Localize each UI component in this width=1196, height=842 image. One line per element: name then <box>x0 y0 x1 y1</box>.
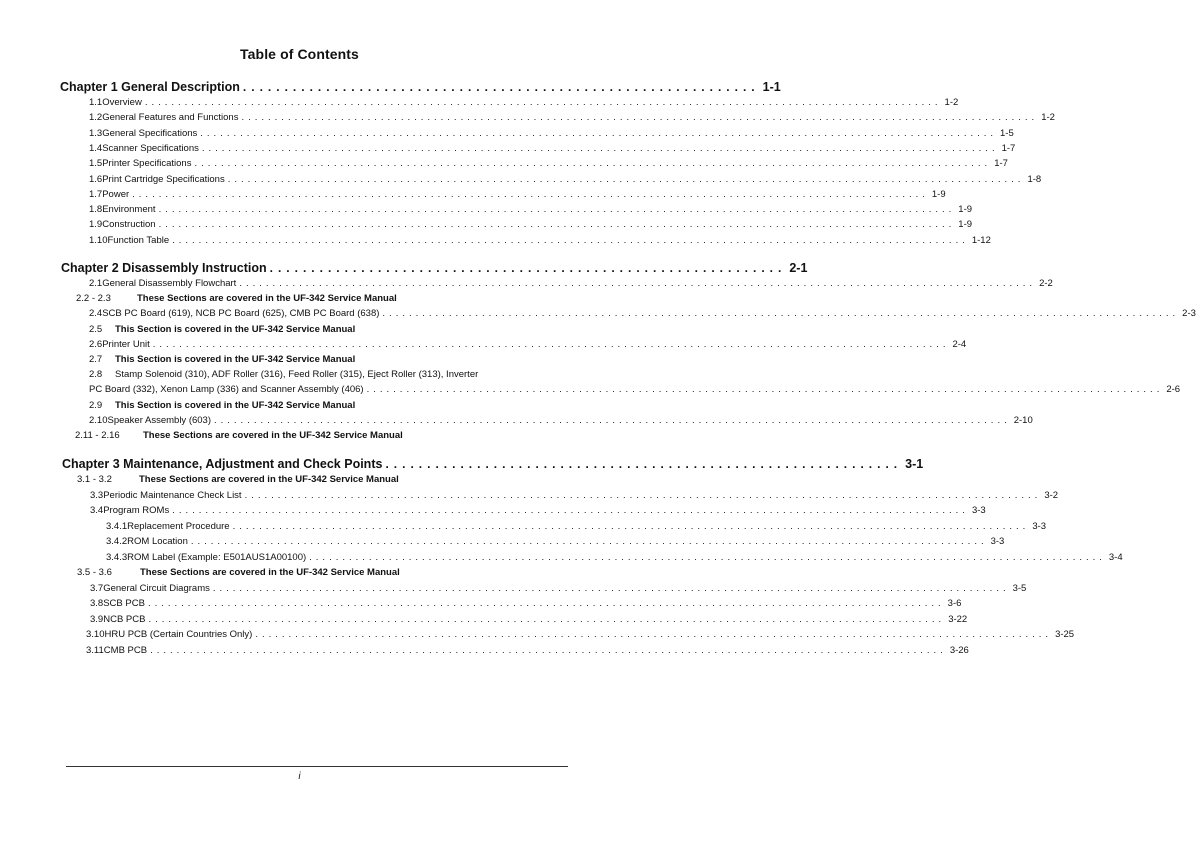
dot-leader: ........................................................................................................................ <box>194 158 992 170</box>
chapter-label: Chapter 2 Disassembly Instruction <box>61 261 267 275</box>
entry-title: This Section is covered in the UF-342 Service Manual <box>115 399 356 411</box>
toc-entry <box>89 308 1196 322</box>
entry-title: Replacement Procedure <box>127 520 230 532</box>
dot-leader: ........................................................................................................................ <box>241 112 1039 124</box>
toc-entry <box>89 142 1016 157</box>
entry-number: 3.11 <box>86 644 104 656</box>
entry-page: 1-2 <box>944 97 959 108</box>
footer-rule <box>66 766 568 767</box>
chapter-1-heading: Chapter 1 General Description .............................................................. 1-1 <box>60 80 781 94</box>
entry-page: 1-7 <box>1001 142 1016 154</box>
entry-number: 2.5 <box>89 323 103 335</box>
entry-title: ROM Label (Example: E501AUS1A00100) <box>127 551 307 563</box>
entry-page: 3-3 <box>990 536 1005 547</box>
toc-entry <box>106 551 1123 566</box>
entry-title: PC Board (332), Xenon Lamp (336) and Scanner Assembly (406) <box>89 384 364 396</box>
toc-entry <box>89 278 1053 292</box>
toc-entry <box>77 567 557 581</box>
entry-title: Print Cartridge Specifications <box>102 173 225 185</box>
entry-title: These Sections are covered in the UF-342 Service Manual <box>137 293 397 305</box>
entry-title: General Disassembly Flowchart <box>102 278 237 289</box>
dot-leader: ........................................................................................................................ <box>132 188 929 200</box>
footer-page-number: i <box>298 771 301 782</box>
entry-page: 3-3 <box>1032 520 1047 532</box>
entry-page: 1-2 <box>1041 112 1055 124</box>
toc-entry <box>90 598 962 612</box>
entry-page: 3-6 <box>947 598 962 609</box>
toc-entry <box>89 234 991 249</box>
entry-number: 3.4.1 <box>106 520 128 532</box>
entry-title: Function Table <box>107 234 170 246</box>
entry-page: 3-26 <box>949 644 969 656</box>
entry-number: 3.4.2 <box>106 536 128 547</box>
dot-leader: ........................................................................................................................ <box>366 384 1164 396</box>
toc-entry <box>89 158 1008 172</box>
entry-number: 1.10 <box>89 234 108 246</box>
toc-entry <box>89 127 1014 142</box>
entry-title: Periodic Maintenance Check List <box>103 489 242 501</box>
entry-page: 2-2 <box>1039 278 1053 289</box>
toc-entry <box>86 644 969 659</box>
chapter-2-heading: Chapter 2 Disassembly Instruction .............................................................. 2-1 <box>61 261 808 275</box>
entry-number: 3.7 <box>90 582 104 594</box>
dot-leader: ........................................................................................................................ <box>227 173 1025 185</box>
toc-entry <box>90 489 1059 504</box>
entry-number: 2.6 <box>89 338 103 350</box>
entry-page: 1-7 <box>994 158 1008 170</box>
entry-number: 3.4.3 <box>106 551 128 563</box>
entry-number: 2.4 <box>89 308 103 320</box>
entry-title: Stamp Solenoid (310), ADF Roller (316), Feed Roller (315), Eject Roller (313), Inverter <box>115 369 479 381</box>
entry-page: 3-2 <box>1044 489 1059 501</box>
dot-leader: ........................................................................................................................ <box>239 278 1037 289</box>
entry-page: 1-9 <box>931 188 946 200</box>
entry-number: 1.3 <box>89 127 103 139</box>
chapter-3-heading: Chapter 3 Maintenance, Adjustment and Check Points .............................................................. 3-1 <box>62 457 924 471</box>
dot-leader: ........................................................................................................................ <box>172 234 969 246</box>
entry-title: NCB PCB <box>103 613 146 625</box>
entry-number: 2.7 <box>89 354 103 365</box>
toc-entry <box>106 536 1005 550</box>
dot-leader: ........................................................................................................................ <box>214 414 1011 426</box>
toc-entry <box>89 414 1033 429</box>
entry-title: These Sections are covered in the UF-342 Service Manual <box>139 474 399 485</box>
dot-leader: ........................................................................................................................ <box>147 598 945 609</box>
entry-page: 2-10 <box>1013 414 1033 426</box>
dot-leader: ........................................................................................................................ <box>148 613 946 625</box>
chapter-page: 3-1 <box>905 457 924 471</box>
page-title: Table of Contents <box>240 46 359 62</box>
toc-entry <box>89 173 1042 188</box>
dot-leader: ........................................................................................................................ <box>212 582 1010 594</box>
entry-number: 1.2 <box>89 112 103 124</box>
toc-entry <box>89 338 967 353</box>
entry-number: 2.10 <box>89 414 108 426</box>
toc-entry <box>89 354 554 368</box>
entry-title: Speaker Assembly (603) <box>107 414 211 426</box>
entry-page: 2-4 <box>952 338 967 350</box>
entry-page: 3-22 <box>948 613 968 625</box>
toc-entry <box>89 97 959 111</box>
toc-entry <box>75 430 554 444</box>
entry-title: SCB PCB <box>103 598 145 609</box>
entry-title: Printer Unit <box>102 338 150 350</box>
toc-entry <box>106 520 1047 535</box>
entry-number: 2.9 <box>89 399 103 411</box>
entry-number: 3.3 <box>90 489 104 501</box>
toc-entry <box>90 582 1027 597</box>
toc-entry <box>89 324 554 338</box>
entry-number: 2.8 <box>89 369 103 381</box>
dot-leader: ........................................................................................................................ <box>255 629 1053 640</box>
dot-leader: ........................................................................................................................ <box>309 551 1106 563</box>
dot-leader: ........................................................................................................................ <box>382 308 1180 320</box>
dot-leader: ........................................................................................................................ <box>144 97 942 108</box>
entry-number: 1.9 <box>89 219 103 231</box>
entry-number: 1.1 <box>89 97 103 108</box>
entry-title: CMB PCB <box>103 644 148 656</box>
dot-leader: ........................................................................................................................ <box>200 127 998 139</box>
dot-leader: ........................................................................................................................ <box>158 204 956 216</box>
chapter-page: 2-1 <box>789 261 808 275</box>
entry-title: General Specifications <box>102 127 198 139</box>
entry-title: These Sections are covered in the UF-342 Service Manual <box>143 430 403 441</box>
toc-entry <box>89 384 1181 398</box>
toc-entry <box>76 293 554 307</box>
dot-leader: ........................................................................................................................ <box>232 520 1030 532</box>
entry-title: This Section is covered in the UF-342 Service Manual <box>115 354 356 365</box>
entry-title: General Circuit Diagrams <box>103 582 210 594</box>
entry-number: 2.2 - 2.3 <box>76 293 111 305</box>
dot-leader: ........................................................................................................................ <box>150 644 947 656</box>
entry-title: Scanner Specifications <box>102 142 199 154</box>
toc-entry <box>86 629 1075 643</box>
toc-entry <box>89 112 1055 126</box>
entry-page: 1-9 <box>958 219 973 231</box>
entry-number: 1.5 <box>89 158 103 170</box>
entry-title: Construction <box>102 219 156 231</box>
entry-number: 3.9 <box>90 613 104 625</box>
chapter-label: Chapter 3 Maintenance, Adjustment and Check Points <box>62 457 383 471</box>
entry-page: 1-12 <box>971 234 991 246</box>
chapter-label: Chapter 1 General Description <box>60 80 240 94</box>
entry-title: Environment <box>102 204 156 216</box>
entry-title: Power <box>102 188 130 200</box>
entry-title: SCB PC Board (619), NCB PC Board (625), CMB PC Board (638) <box>102 308 380 320</box>
entry-page: 3-5 <box>1012 582 1027 594</box>
entry-number: 1.6 <box>89 173 103 185</box>
entry-page: 1-5 <box>1000 127 1014 139</box>
entry-number: 3.1 - 3.2 <box>77 474 112 485</box>
toc-entry <box>90 613 968 628</box>
entry-title: General Features and Functions <box>102 112 239 124</box>
dot-leader: ........................................................................................................................ <box>190 536 988 547</box>
toc-entry <box>89 219 973 233</box>
entry-title: Overview <box>102 97 142 108</box>
toc-entry <box>89 369 554 383</box>
entry-title: HRU PCB (Certain Countries Only) <box>104 629 253 640</box>
entry-number: 2.11 - 2.16 <box>75 430 120 441</box>
entry-title: Printer Specifications <box>102 158 192 170</box>
entry-page: 3-4 <box>1108 551 1123 563</box>
toc-entry <box>89 400 554 414</box>
toc-entry <box>89 204 973 218</box>
entry-number: 1.8 <box>89 204 103 216</box>
chapter-page: 1-1 <box>762 80 781 94</box>
entry-page: 2-3 <box>1182 308 1196 320</box>
entry-page: 1-9 <box>958 204 973 216</box>
entry-number: 1.7 <box>89 188 103 200</box>
entry-page: 3-3 <box>971 505 986 516</box>
entry-title: Program ROMs <box>103 505 170 516</box>
entry-page: 3-25 <box>1055 629 1075 640</box>
dot-leader: ........................................................................................................................ <box>172 505 969 516</box>
entry-page: 1-8 <box>1027 173 1042 185</box>
entry-number: 3.8 <box>90 598 104 609</box>
entry-page: 2-6 <box>1166 384 1181 396</box>
dot-leader: ........................................................................................................................ <box>158 219 956 231</box>
entry-number: 3.10 <box>86 629 105 640</box>
entry-title: This Section is covered in the UF-342 Service Manual <box>115 323 356 335</box>
entry-title: ROM Location <box>127 536 188 547</box>
dot-leader: ........................................................................................................................ <box>201 142 999 154</box>
entry-title: These Sections are covered in the UF-342 Service Manual <box>140 567 400 578</box>
toc-entry <box>77 474 557 488</box>
entry-number: 2.1 <box>89 278 103 289</box>
dot-leader: ........................................................................................................................ <box>152 338 950 350</box>
toc-entry <box>90 505 986 519</box>
entry-number: 3.5 - 3.6 <box>77 567 112 578</box>
entry-number: 1.4 <box>89 142 103 154</box>
dot-leader: ........................................................................................................................ <box>244 489 1042 501</box>
toc-entry <box>89 188 946 203</box>
entry-number: 3.4 <box>90 505 104 516</box>
